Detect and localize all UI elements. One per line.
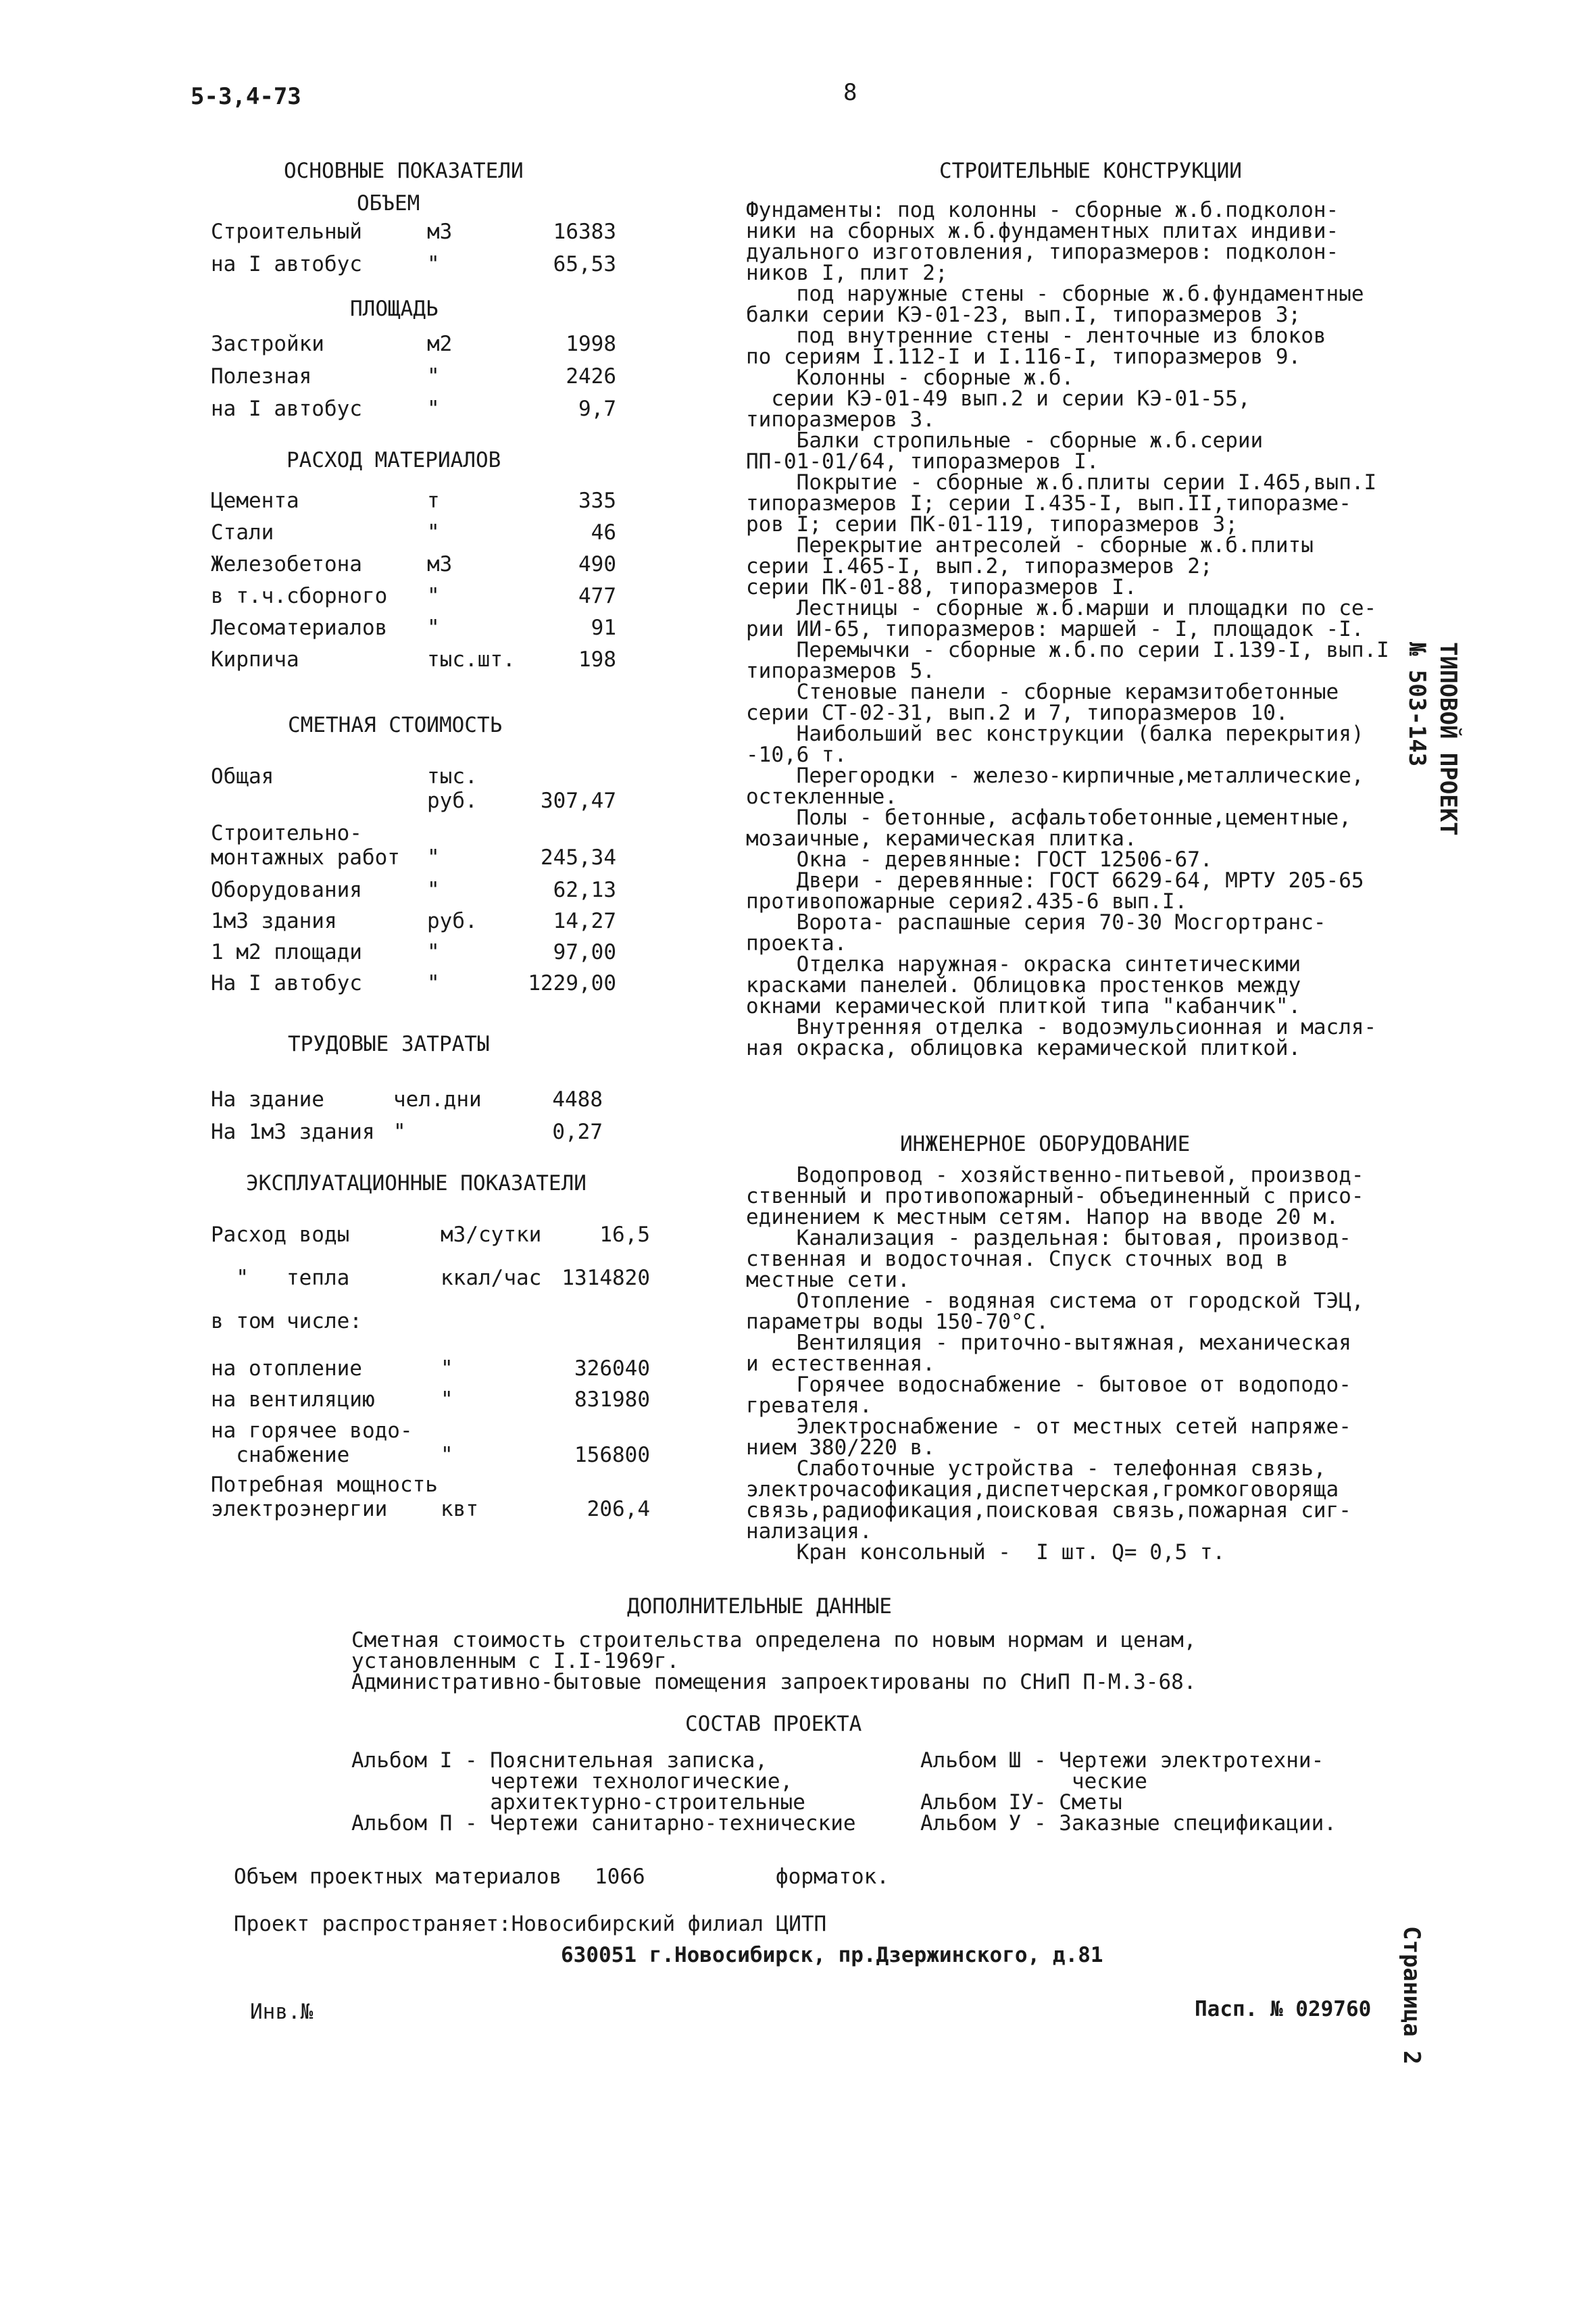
composition-left: Альбом I - Пояснительная записка, чертежи технологические, архитектурно-строительные Альбом П - Чертежи санитарно-технические — [351, 1748, 856, 1836]
project-number-side: ТИПОВОЙ ПРОЕКТ № 503-143 — [1403, 642, 1462, 836]
table-row: на отопление " 326040 — [211, 1356, 650, 1381]
table-row: Общая тыс. руб. 307,47 — [211, 764, 616, 813]
table-row: Строительно- монтажных работ " 245,34 — [211, 821, 616, 870]
table-row: На 1м3 здания " 0,27 — [211, 1120, 603, 1144]
table-row: Цемента т 335 — [211, 489, 616, 513]
labor-table — [211, 1088, 603, 1145]
table-row: Потребная мощность электроэнергии квт 206,4 — [211, 1473, 650, 1521]
table-row: Полезная " 2426 — [211, 364, 616, 389]
distributor: Проект распространяет:Новосибирский филиал ЦИТП — [234, 1912, 827, 1936]
composition-right: Альбом Ш - Чертежи электротехни- ческие Альбом IУ- Сметы Альбом У - Заказные спецификации. — [920, 1748, 1337, 1836]
constructions-text: Фундаменты: под колонны - сборные ж.б.подколон- ники на сборных ж.б.фундаментных плитах индиви- дуального изготовления, типоразмеров: подколон- ников I, плит 2; под наружные стены - сборные ж.б.фундаментные балки серии КЭ-01-23, вып.I, типоразмеров 3; под внутренние стены - ленточные из блоков по сериям I.112-I и I.116-I, типоразмеров 9. Колонны - сборные ж.б. серии КЭ-01-49 вып.2 и серии КЭ-01-55, типоразмеров 3. Балки стропильные - сборные ж.б.серии ПП-01-01/64, типоразмеров I. Покрытие - сборные ж.б.плиты серии I.465,вып.I типоразмеров I; серии I.435-I, вып.II,типоразме- ров I; серии ПК-01-119, типоразмеров 3; Перекрытие антресолей - сборные ж.б.плиты серии I.465-I, вып.2, типоразмеров 2; серии ПК-01-88, типоразмеров I. Лестницы - сборные ж.б.марши и площадки по се- рии ИИ-65, типоразмеров: маршей - I, площадок -I. Перемычки - сборные ж.б.по серии I.139-I, вып.I типоразмеров 5. Стеновые панели - сборные керамзитобетонные серии СТ-02-31, вып.2 и 7, типоразмеров 10. Наибольший вес конструкции (балка перекрытия) -10,6 т. Перегородки - железо-кирпичные,металлические, остекленные. Полы - бетонные, асфальтобетонные,цементные, мозаичные, керамическая плитка. Окна - деревянные: ГОСТ 12506-67. Двери - деревянные: ГОСТ 6629-64, МРТУ 205-65 противопожарные серия2.435-6 вып.I. Ворота- распашные серия 70-30 Мосгортранс- проекта. Отделка наружная- окраска синтетическими красками панелей. Облицовка простенков между окнами керамической плиткой типа "кабанчик". Внутренняя отделка - водоэмульсионная и масля- ная окраска, облицовка керамической плиткой. — [746, 198, 1389, 1060]
composition-title: СОСТАВ ПРОЕКТА — [685, 1712, 862, 1736]
table-row: Строительный м3 16383 — [211, 220, 616, 244]
table-row: в т.ч.сборного " 477 — [211, 584, 616, 608]
extra-title: ДОПОЛНИТЕЛЬНЫЕ ДАННЫЕ — [627, 1594, 892, 1619]
table-row: 1м3 здания руб. 14,27 — [211, 909, 616, 933]
table-row: Железобетона м3 490 — [211, 552, 616, 576]
volume-value: 1066 — [595, 1865, 645, 1889]
table-row: На I автобус " 1229,00 — [211, 971, 616, 995]
cost-title: СМЕТНАЯ СТОИМОСТЬ — [288, 713, 503, 737]
main-indicators-title: ОСНОВНЫЕ ПОКАЗАТЕЛИ — [284, 159, 524, 183]
operation-table — [211, 1223, 650, 1521]
operation-title: ЭКСПЛУАТАЦИОННЫЕ ПОКАЗАТЕЛИ — [246, 1171, 587, 1196]
volume-unit: форматок. — [776, 1865, 889, 1889]
labor-title: ТРУДОВЫЕ ЗАТРАТЫ — [288, 1032, 490, 1056]
table-row: 1 м2 площади " 97,00 — [211, 940, 616, 964]
cost-table — [211, 765, 616, 996]
table-row: на горячее водо- снабжение " 156800 — [211, 1419, 650, 1467]
table-row: Расход воды м3/сутки 16,5 — [211, 1223, 650, 1247]
page-side-label: Страница 2 — [1398, 1926, 1425, 2065]
page-number: 8 — [843, 79, 857, 106]
passport-number: Пасп. № 029760 — [1195, 1997, 1372, 2021]
table-row: на вентиляцию " 831980 — [211, 1387, 650, 1412]
table-row: Застройки м2 1998 — [211, 332, 616, 356]
table-row: на I автобус " 65,53 — [211, 252, 616, 276]
constructions-title: СТРОИТЕЛЬНЫЕ КОНСТРУКЦИИ — [939, 159, 1242, 183]
extra-text: Сметная стоимость строительства определена по новым нормам и ценам, установленным с I.I-1969г. Административно-бытовые помещения запроектированы по СНиП П-М.3-68. — [351, 1628, 1197, 1694]
volume-title: ОБЪЕМ — [357, 191, 420, 216]
area-title: ПЛОЩАДЬ — [350, 297, 439, 321]
table-row: На здание чел.дни 4488 — [211, 1087, 603, 1112]
table-row: Лесоматериалов " 91 — [211, 616, 616, 640]
materials-table — [211, 489, 616, 672]
engineering-title: ИНЖЕНЕРНОЕ ОБОРУДОВАНИЕ — [900, 1132, 1191, 1156]
document-code: 5-3,4-73 — [191, 83, 301, 110]
inventory-label: Инв.№ — [250, 2000, 314, 2024]
materials-title: РАСХОД МАТЕРИАЛОВ — [286, 448, 501, 472]
table-row: Стали " 46 — [211, 520, 616, 545]
address: 630051 г.Новосибирск, пр.Дзержинского, д.81 — [561, 1943, 1103, 1967]
table-row: на I автобус " 9,7 — [211, 397, 616, 421]
volume-label: Объем проектных материалов — [234, 1865, 562, 1889]
area-table — [211, 333, 616, 422]
engineering-text: Водопровод - хозяйственно-питьевой, производ- ственный и противопожарный- объединенный с присо- единением к местным сетям. Напор на вводе 20 м. Канализация - раздельная: бытовая, производ- ственная и водосточная. Спуск сточных вод в местные сети. Отопление - водяная система от городской ТЭЦ, параметры воды 150-70°С. Вентиляция - приточно-вытяжная, механическая и естественная. Горячее водоснабжение - бытовое от водоподо- гревателя. Электроснабжение - от местных сетей напряже- нием 380/220 в. Слаботочные устройства - телефонная связь, электрочасофикация,диспетчерская,громкоговоряща связь,радиофикация,поисковая связь,пожарная сиг- нализация. Кран консольный - I шт. Q= 0,5 т. — [746, 1163, 1364, 1565]
table-row: Оборудования " 62,13 — [211, 878, 616, 902]
table-row: " тепла ккал/час 1314820 — [211, 1266, 650, 1290]
volume-table — [211, 220, 616, 277]
table-row: Кирпича тыс.шт. 198 — [211, 647, 616, 672]
table-row: в том числе: — [211, 1309, 362, 1333]
